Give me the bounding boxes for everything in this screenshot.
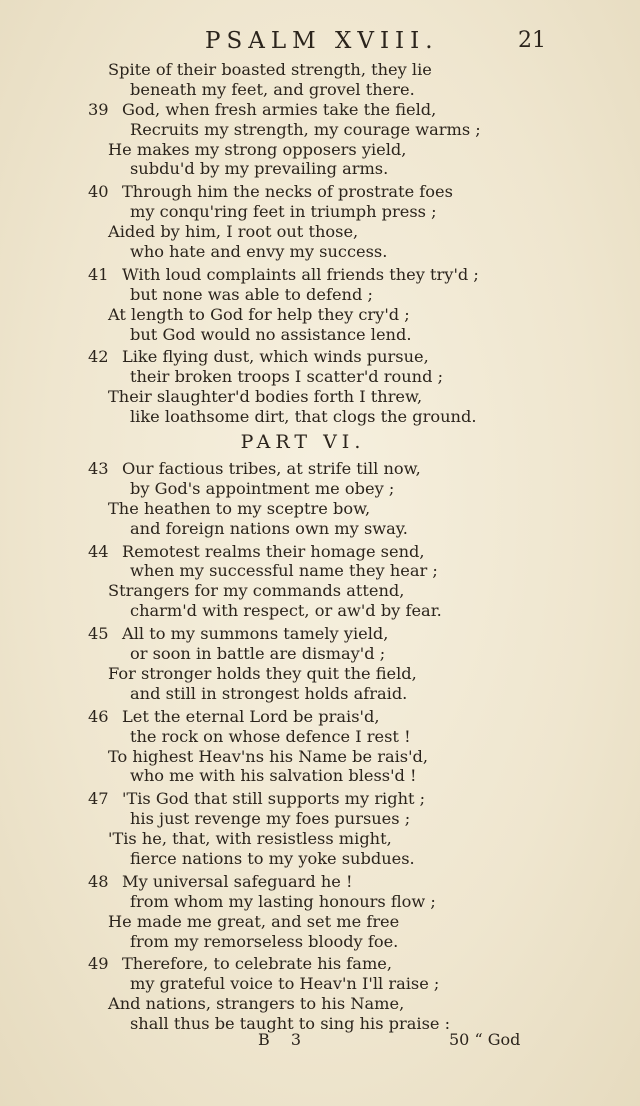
verse-line: Recruits my strength, my courage warms ; [130, 119, 481, 139]
verse-line: 42 Like flying dust, which winds pursue, [88, 347, 429, 367]
verse-line: but none was able to defend ; [130, 284, 373, 304]
verse-line: 41 With loud complaints all friends they try'd ; [88, 264, 479, 284]
verse-line: and foreign nations own my sway. [130, 518, 408, 538]
verse-line: 44 Remotest realms their homage send, [88, 541, 425, 561]
verse-line: 'Tis he, that, with resistless might, [108, 829, 392, 849]
verse-line: by God's appointment me obey ; [130, 478, 395, 498]
verse-stanza [88, 347, 588, 427]
verse-line: fierce nations to my yoke subdues. [130, 848, 415, 868]
verses-group-a [88, 100, 588, 427]
verse-line: He made me great, and set me free [108, 911, 400, 931]
verse-line: when my successful name they hear ; [130, 561, 438, 581]
verse-number: 45 [88, 624, 109, 644]
verse-line: like loathsome dirt, that clogs the ground. [130, 407, 477, 427]
verse-number: 46 [88, 706, 109, 726]
part-heading: PART VI. [240, 431, 366, 454]
verse-number: 43 [88, 459, 109, 479]
catchword: 50 “ God [449, 1030, 521, 1049]
verse-line: He makes my strong opposers yield, [108, 139, 407, 159]
verse-line: 45 All to my summons tamely yield, [88, 624, 389, 644]
verse-number: 49 [88, 954, 109, 974]
verse-line: who hate and envy my success. [130, 242, 388, 262]
verse-stanza [88, 624, 588, 704]
verse-line: and still in strongest holds afraid. [130, 683, 408, 703]
verse-number: 44 [88, 541, 109, 561]
verse-number: 41 [88, 264, 109, 284]
verse-line: who me with his salvation bless'd ! [130, 766, 417, 786]
verse-stanza [88, 182, 588, 262]
verse-stanza [88, 789, 588, 869]
verse-line: 48 My universal safeguard he ! [88, 871, 353, 891]
verse-line: from whom my lasting honours flow ; [130, 891, 436, 911]
verse-line: 43 Our factious tribes, at strife till now, [88, 459, 421, 479]
verse-line: his just revenge my foes pursues ; [130, 809, 411, 829]
verse-stanza [88, 542, 588, 622]
verse-stanza [88, 265, 588, 345]
page-footer [0, 1030, 640, 1054]
verse-line: 49 Therefore, to celebrate his fame, [88, 954, 393, 974]
verse-stanza [88, 459, 588, 539]
verse-stanza [88, 872, 588, 952]
verse-line: 39 God, when fresh armies take the field, [88, 99, 437, 119]
verse-line: or soon in battle are dismay'd ; [130, 644, 386, 664]
verses-group-b [88, 459, 588, 1034]
page-number: 21 [518, 28, 546, 53]
verse-line: Aided by him, I root out those, [108, 222, 359, 242]
running-title: PSALM XVIII. [205, 28, 439, 54]
verse-stanza [88, 707, 588, 787]
verse-line: charm'd with respect, or aw'd by fear. [130, 601, 442, 621]
verse-number: 40 [88, 182, 109, 202]
verse-number: 39 [88, 99, 109, 119]
verse-number: 48 [88, 871, 109, 891]
verse-line: 47 'Tis God that still supports my right ; [88, 789, 426, 809]
verse-line: my grateful voice to Heav'n I'll raise ; [130, 974, 440, 994]
verse-stanza [88, 954, 588, 1034]
verse-line: To highest Heav'ns his Name be rais'd, [108, 746, 429, 766]
verse-line: The heathen to my sceptre bow, [108, 498, 371, 518]
page-header [0, 28, 640, 58]
verse-stanza [88, 100, 588, 180]
verse-number: 42 [88, 347, 109, 367]
psalm-text [88, 60, 588, 1034]
verse-line: their broken troops I scatter'd round ; [130, 367, 444, 387]
verse-line: 40 Through him the necks of prostrate foes [88, 182, 453, 202]
verse-line: subdu'd by my prevailing arms. [130, 159, 389, 179]
verse-line: the rock on whose defence I rest ! [130, 726, 411, 746]
verse-line: beneath my feet, and grovel there. [130, 79, 415, 99]
verse-line: from my remorseless bloody foe. [130, 931, 399, 951]
verse-line: Their slaughter'd bodies forth I threw, [108, 387, 423, 407]
verse-line: At length to God for help they cry'd ; [108, 304, 410, 324]
verse-line: 46 Let the eternal Lord be prais'd, [88, 706, 380, 726]
verse-number: 47 [88, 789, 109, 809]
verse-line: Spite of their boasted strength, they lie [108, 60, 432, 79]
verse-line: my conqu'ring feet in triumph press ; [130, 202, 437, 222]
continuation-stanza [88, 60, 588, 100]
verse-line: shall thus be taught to sing his praise : [130, 1014, 451, 1034]
signature-mark: B 3 [258, 1030, 310, 1049]
verse-line: And nations, strangers to his Name, [108, 994, 405, 1014]
verse-line: For stronger holds they quit the field, [108, 663, 417, 683]
verse-line: but God would no assistance lend. [130, 324, 412, 344]
verse-line: Strangers for my commands attend, [108, 581, 405, 601]
